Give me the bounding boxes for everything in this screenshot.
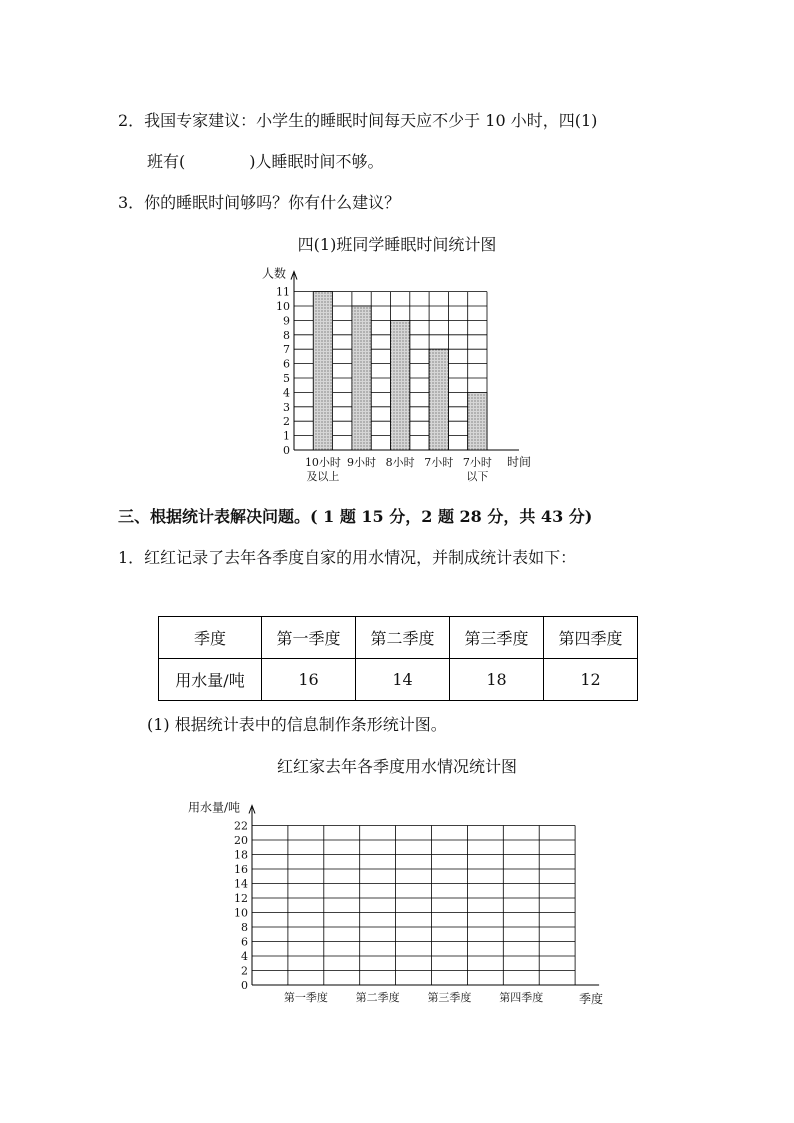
y-tick-label: 1 [283, 429, 290, 443]
table-cell: 12 [544, 659, 638, 701]
table-cell: 16 [262, 659, 356, 701]
y-tick-label: 0 [241, 979, 248, 992]
y-axis-label: 人数 [262, 266, 287, 281]
y-tick-label: 11 [276, 285, 290, 299]
bar [313, 292, 332, 450]
y-tick-label: 10 [276, 300, 290, 313]
y-tick-label: 22 [234, 819, 248, 833]
y-tick-label: 9 [283, 314, 290, 328]
x-tick-label: 8小时 [385, 456, 415, 469]
x-axis-label: 季度 [579, 992, 604, 1006]
table-cell: 第三季度 [450, 617, 544, 659]
table-cell: 第四季度 [544, 617, 638, 659]
bar [468, 392, 487, 450]
x-tick-label: 10小时 [304, 456, 341, 469]
x-tick-label: 第四季度 [499, 991, 544, 1004]
x-tick-label: 第一季度 [283, 991, 328, 1004]
y-tick-label: 8 [241, 921, 248, 934]
question-3-line: 3．你的睡眠时间够吗？你有什么建议？ [118, 193, 401, 212]
table-row [159, 659, 638, 701]
y-tick-label: 6 [241, 935, 248, 949]
y-tick-label: 10 [234, 906, 248, 920]
x-tick-label: 9小时 [347, 456, 377, 469]
y-tick-label: 3 [283, 400, 290, 414]
y-tick-label: 8 [283, 328, 290, 342]
y-tick-label: 4 [283, 386, 290, 400]
section-3-heading: 三、根据统计表解决问题。( 1 题 15 分，2 题 28 分，共 43 分) [118, 507, 593, 526]
x-tick-label: 第二季度 [355, 991, 400, 1004]
bar [391, 320, 410, 450]
x-tick-label: 7小时 [462, 456, 492, 469]
sleep-bar-chart [0, 262, 794, 492]
y-tick-label: 0 [283, 444, 290, 457]
question-2-line-2: 班有( )人睡眠时间不够。 [147, 152, 384, 171]
table-cell: 第二季度 [356, 617, 450, 659]
water-bar-chart-grid [0, 790, 794, 1020]
table-cell: 第一季度 [262, 617, 356, 659]
x-tick-label: 及以上 [306, 470, 340, 483]
y-tick-label: 2 [241, 964, 248, 978]
table-header-row [159, 617, 638, 659]
y-tick-label: 18 [234, 848, 248, 862]
y-tick-label: 5 [283, 372, 290, 385]
x-tick-label: 第三季度 [427, 991, 472, 1004]
table-cell: 用水量/吨 [159, 659, 262, 701]
table-cell: 季度 [159, 617, 262, 659]
bar [429, 349, 448, 450]
y-tick-label: 4 [241, 950, 248, 963]
water-usage-table [158, 616, 638, 701]
water-chart-title: 红红家去年各季度用水情况统计图 [276, 757, 517, 776]
table-cell: 14 [356, 659, 450, 701]
y-tick-label: 6 [283, 357, 290, 371]
y-axis-label: 用水量/吨 [188, 800, 241, 815]
table-cell: 18 [450, 659, 544, 701]
y-tick-label: 16 [234, 863, 248, 876]
y-tick-label: 12 [234, 892, 248, 905]
question-1-line: 1．红红记录了去年各季度自家的用水情况，并制成统计表如下： [118, 548, 577, 567]
x-tick-label: 7小时 [424, 456, 454, 469]
question-2-line-1: 2．我国专家建议：小学生的睡眠时间每天应不少于 10 小时，四(1) [118, 111, 598, 130]
x-axis-label: 时间 [507, 455, 532, 469]
bar [352, 306, 371, 450]
y-tick-label: 2 [283, 415, 290, 429]
sub-question-1-line: (1) 根据统计表中的信息制作条形统计图。 [147, 715, 447, 734]
y-tick-label: 7 [283, 343, 290, 357]
x-tick-label: 以下 [466, 470, 489, 483]
y-tick-label: 14 [234, 877, 248, 891]
sleep-chart-title: 四(1)班同学睡眠时间统计图 [297, 235, 497, 254]
y-tick-label: 20 [234, 834, 248, 847]
